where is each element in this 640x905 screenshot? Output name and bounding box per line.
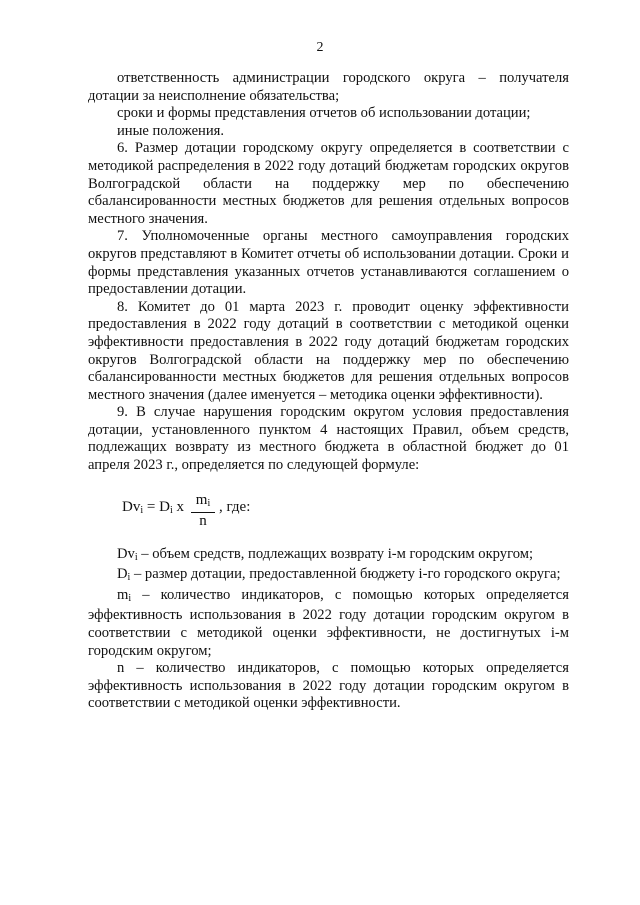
definition-text: – количество индикаторов, с помощью которых определяется эффективность использования в 2022 году дотации городским округом в соответствии с методикой оценки эффективности, не достигнутых i-м городским округом;: [88, 586, 569, 659]
definition-text: – размер дотации, предоставленной бюджету i-го городского округа;: [130, 566, 561, 583]
paragraph-other-provisions: иные положения.: [117, 122, 225, 139]
definition-dv: [88, 546, 569, 567]
definition-text: – объем средств, подлежащих возврату i-м городским округом;: [137, 545, 534, 562]
paragraph-7: 7. Уполномоченные органы местного самоуправления городских округов представляют в Комитет отчеты об использовании дотации. Сроки и формы представления указанных отчетов устанавливаются соглашением о предоставлении дотации.: [88, 228, 569, 298]
definition-d: [88, 566, 569, 587]
formula-numerator: [191, 493, 215, 513]
formula-m-symbol: m: [195, 491, 208, 508]
definition-n: [88, 660, 569, 713]
formula-equals: =: [143, 498, 160, 515]
formula-m-sub: i: [207, 497, 211, 509]
paragraph-continuation: ответственность администрации городского округа – получателя дотации за неисполнение обязательства;: [88, 70, 569, 104]
paragraph-9: 9. В случае нарушения городским округом условия предоставления дотации, установленного пунктом 4 настоящих Правил, объем средств, подлежащих возврату из местного бюджета в областной бюджет до 01 апреля 2023 г., определяется по следующей формуле:: [88, 404, 569, 474]
definition-text: – количество индикаторов, с помощью которых определяется эффективность использования в 2022 году дотации городским округом в соответствии с методикой оценки эффективности.: [88, 660, 569, 712]
paragraph-report-forms: сроки и формы представления отчетов об использовании дотации;: [117, 105, 531, 122]
paragraph-8: 8. Комитет до 01 марта 2023 г. проводит оценку эффективности предоставления в 2022 году дотаций в соответствии с методикой оценки эффективности предоставления в 2022 году дотаций бюджетам городских округов Волгоградской области на поддержку мер по обеспечению сбалансированности местных бюджетов для решения отдельных вопросов местного значения (далее именуется – методика оценки эффективности).: [88, 298, 569, 403]
definition-sub: i: [127, 572, 131, 584]
definition-symbol: m: [117, 586, 129, 603]
definition-symbol: Dv: [117, 545, 135, 562]
formula-lhs: [122, 499, 184, 520]
formula-fraction: [191, 493, 215, 529]
definition-sub: i: [134, 551, 138, 563]
formula-denominator: n: [199, 512, 207, 529]
paragraph-6: 6. Размер дотации городскому округу определяется в соответствии с методикой распределения в 2022 году дотаций бюджетам городских округов Волгоградской области на поддержку мер по обеспечению сбалансированности местных бюджетов для решения отдельных вопросов местного значения.: [88, 140, 569, 227]
formula-times: x: [172, 498, 184, 515]
definition-sub: i: [128, 592, 132, 604]
formula-d-symbol: D: [159, 498, 170, 515]
definition-symbol: D: [117, 566, 128, 583]
formula-d-sub: i: [169, 504, 173, 516]
spacer: [88, 529, 569, 546]
formula-tail: , где:: [219, 498, 251, 515]
definition-m: [88, 587, 569, 660]
formula-dv-symbol: Dv: [122, 498, 141, 515]
formula-dv-sub: i: [140, 504, 144, 516]
refund-formula: [122, 493, 569, 529]
document-body: [88, 70, 569, 713]
page-number: 2: [316, 40, 324, 55]
definition-symbol: n: [117, 660, 125, 677]
